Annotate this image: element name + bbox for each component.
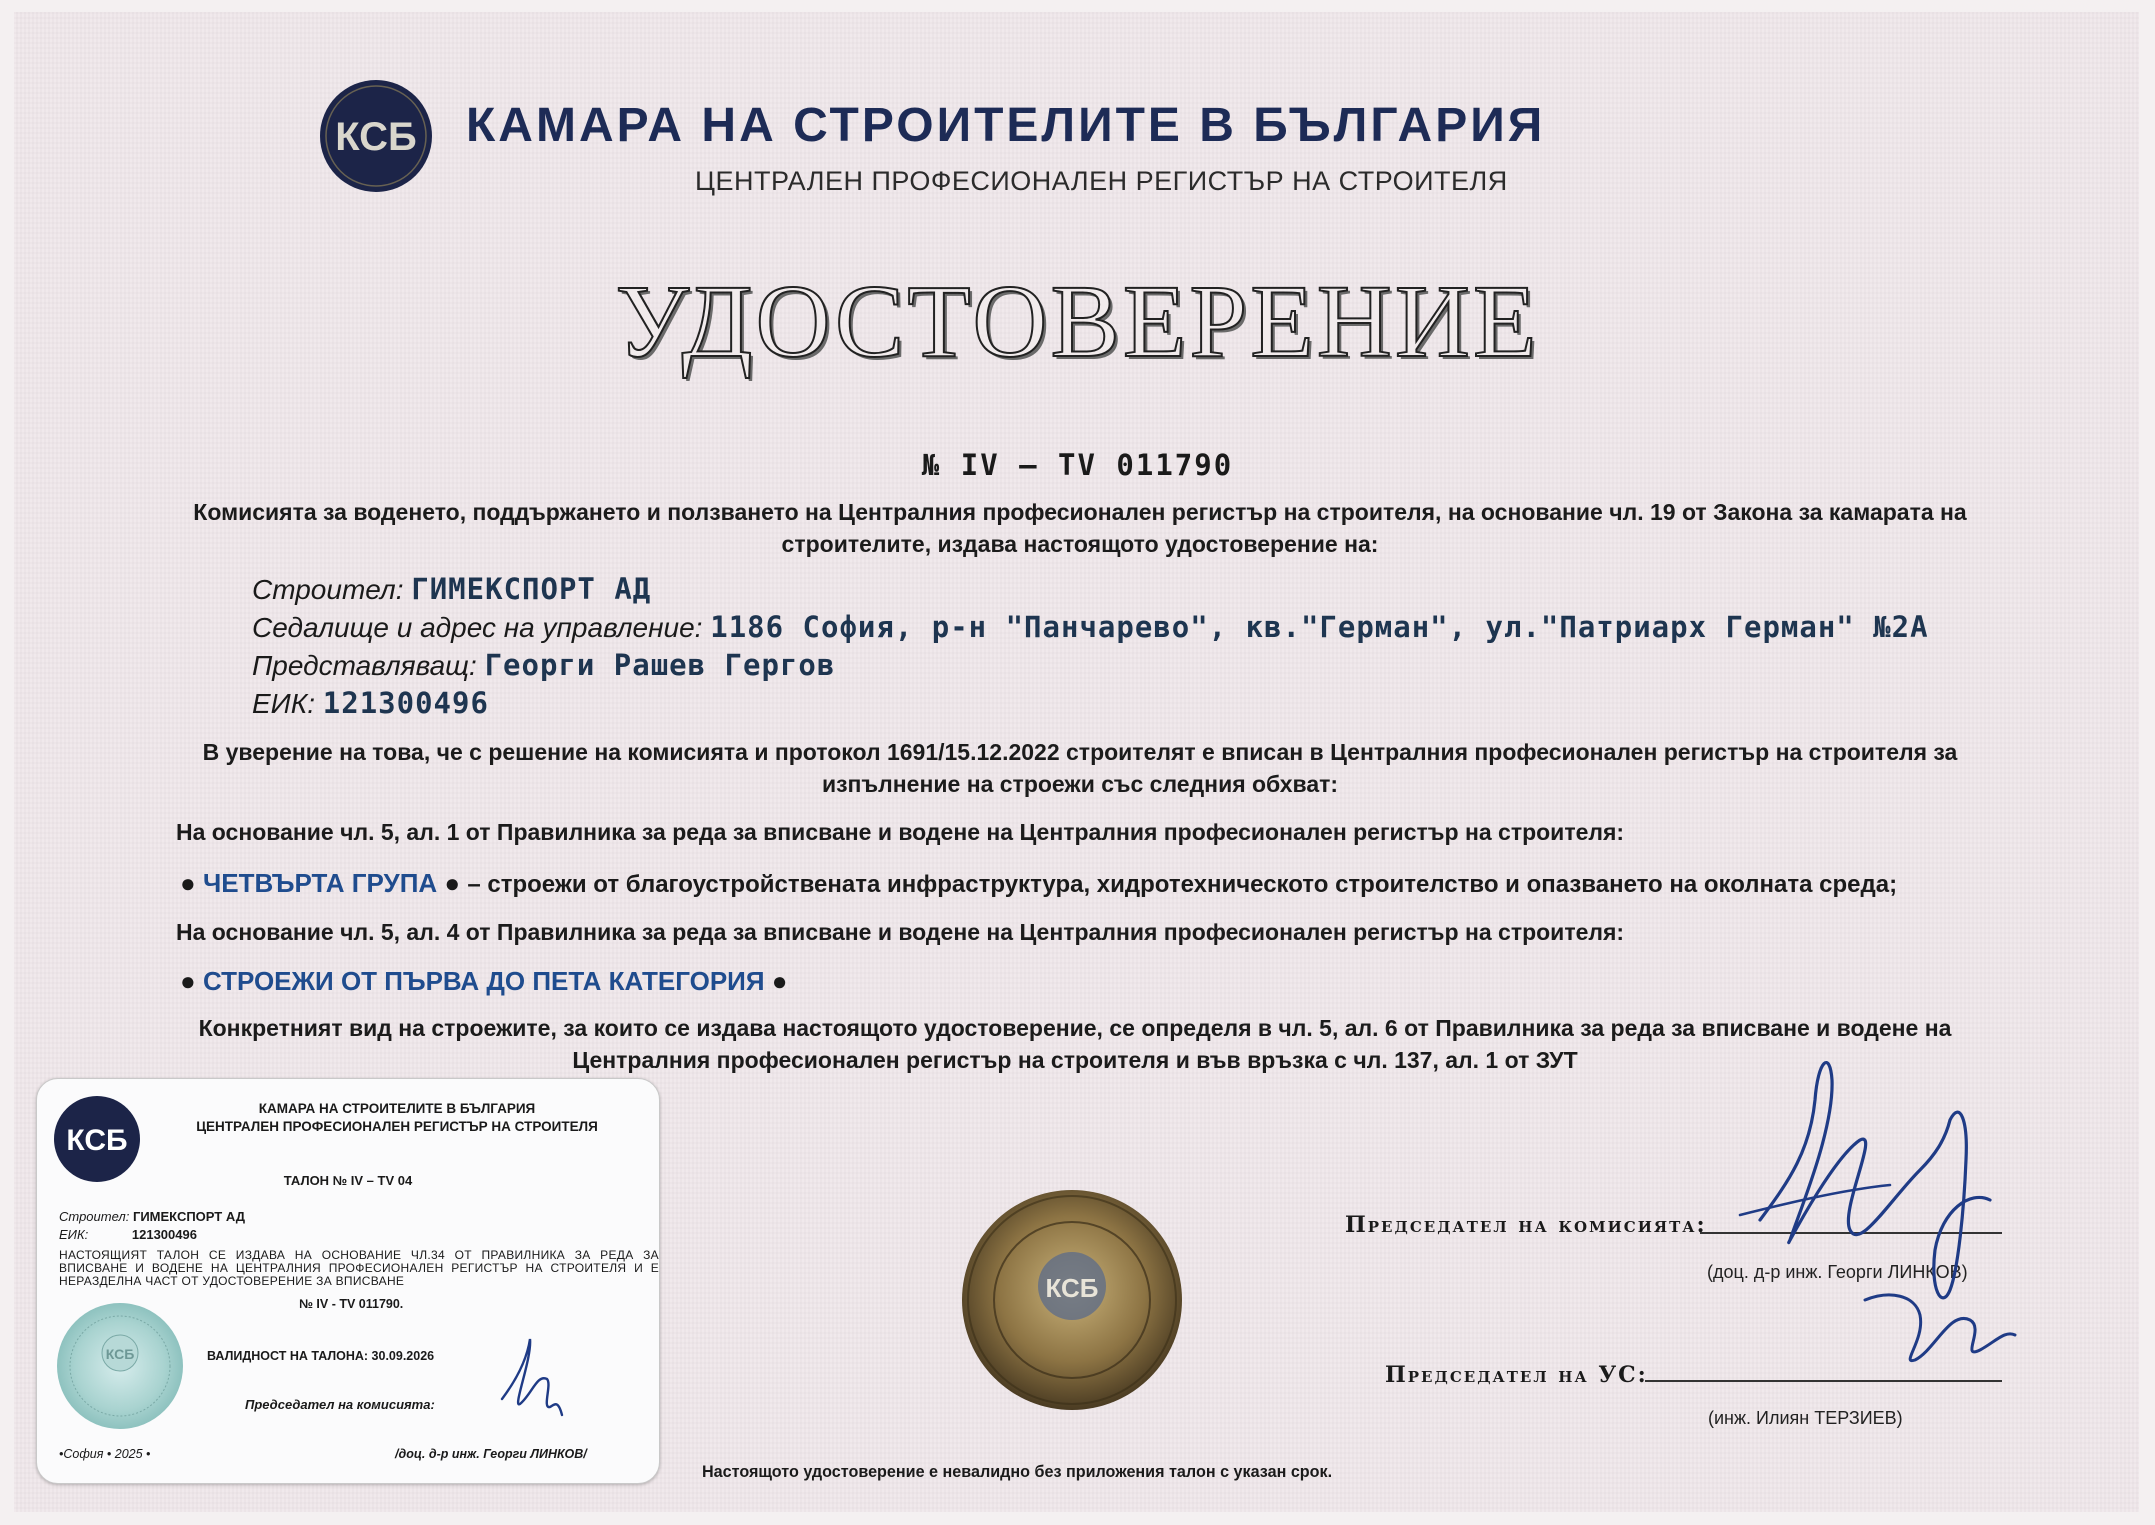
svg-text:КСБ: КСБ [105,1346,135,1362]
document-title: УДОСТОВЕРЕНИЕ [615,264,1540,379]
talon-org-name: КАМАРА НА СТРОИТЕЛИТЕ В БЪЛГАРИЯ [258,1101,536,1116]
talon-validity: ВАЛИДНОСТ НА ТАЛОНА: 30.09.2026 [207,1349,435,1363]
talon-builder-field [59,1209,245,1224]
commission-chair-label: Председател на комисията: [1345,1212,1707,1238]
representative-label: Представляващ: [252,650,477,681]
basis-article-5-1: На основание чл. 5, ал. 1 от Правилника за реда за вписване и водене на Централния професионален регистър на строителя: [176,819,1625,845]
builder-name-field [252,572,651,606]
commission-chair-name: (доц. д-р инж. Георги ЛИНКОВ) [1707,1262,1968,1282]
registration-paragraph: В уверение на това, че с решение на комисията и протокол 1691/15.12.2022 строителят е вписан в Централния професионален регистър на строителя за изпълнение на строежи със следния обхват: [202,739,1958,797]
representative-field [252,648,835,682]
talon-eik-label: ЕИК: [59,1227,89,1242]
builder-name-label: Строител: [252,574,404,605]
gold-seal-icon [958,1186,1186,1414]
bullet-icon: ● [771,966,788,996]
category-line [180,966,788,997]
certificate-number: № IV – TV 011790 [921,448,1234,482]
group-name: ЧЕТВЪРТА ГРУПА [202,868,438,898]
talon-builder-label: Строител: [59,1209,130,1224]
talon-body-text: НАСТОЯЩИЯТ ТАЛОН СЕ ИЗДАВА НА ОСНОВАНИЕ ЧЛ.34 ОТ ПРАВИЛНИКА ЗА РЕДА ЗА ВПИСВАНЕ И ВОДЕНЕ НА ЦЕНТРАЛНИЯ ПРОФЕСИОНАЛЕН РЕГИСТЪР НА СТРОИТЕЛЯ И Е НЕРАЗДЕЛНА ЧАСТ ОТ УДОСТОВЕРЕНИЕ ЗА ВПИСВАНЕ [59,1248,659,1288]
signature-line [1645,1380,2002,1382]
eik-field [252,686,489,720]
talon-register-name: ЦЕНТРАЛЕН ПРОФЕСИОНАЛЕН РЕГИСТЪР НА СТРОИТЕЛЯ [196,1119,598,1134]
scope-note: Конкретният вид на строежите, за които се издава настоящото удостоверение, се определя в чл. 5, ал. 6 от Правилника за реда за вписване и водене на Централния професионален регистър на строителя и във връзка с чл. 137, ал. 1 от ЗУТ [198,1015,1952,1073]
category-name: СТРОЕЖИ ОТ ПЪРВА ДО ПЕТА КАТЕГОРИЯ [202,966,765,996]
intro-paragraph: Комисията за воденето, поддържането и ползването на Централния професионален регистър на строителя, на основание чл. 19 от Закона за камарата на строителите, издава настоящото удостоверение на: [193,499,1967,557]
representative-value: Георги Рашев Гергов [484,648,836,682]
svg-text:КСБ: КСБ [1045,1273,1099,1303]
eik-value: 121300496 [322,686,489,720]
talon-eik-field [59,1227,197,1242]
svg-text:КСБ: КСБ [66,1124,128,1157]
talon-eik-value: 121300496 [131,1227,197,1242]
handwritten-signature-icon [1860,1270,2020,1380]
handwritten-signature-icon [492,1329,572,1429]
address-field [252,610,1929,644]
register-name: ЦЕНТРАЛЕН ПРОФЕСИОНАЛЕН РЕГИСТЪР НА СТРОИТЕЛЯ [695,166,1508,196]
basis-article-5-4: На основание чл. 5, ал. 4 от Правилника за реда за вписване и водене на Централния професионален регистър на строителя: [176,919,1625,945]
talon-builder-value: ГИМЕКСПОРТ АД [132,1209,245,1224]
bullet-icon: ● [180,868,196,898]
talon-card [36,1078,660,1484]
group-line [180,868,1897,899]
ksb-logo [318,78,434,194]
talon-signer-name: /доц. д-р инж. Георги ЛИНКОВ/ [395,1447,587,1461]
talon-signer-label: Председател на комисията: [245,1397,435,1412]
eik-label: ЕИК: [252,688,315,719]
footer-note: Настоящото удостоверение е невалидно без приложения талон с указан срок. [702,1462,1333,1481]
talon-number: ТАЛОН № IV – TV 04 [283,1173,413,1188]
address-label: Седалище и адрес на управление: [252,612,703,643]
group-description: – строежи от благоустройствената инфраструктура, хидротехническото строителство и опазването на околната среда; [467,871,1898,898]
talon-city-year: •София • 2025 • [59,1447,151,1461]
board-chair-name: (инж. Илиян ТЕРЗИЕВ) [1708,1408,1903,1428]
hologram-seal-icon [55,1301,185,1431]
svg-text:КСБ: КСБ [335,115,417,159]
ksb-logo [53,1095,141,1183]
bullet-icon: ● [444,868,461,898]
builder-name-value: ГИМЕКСПОРТ АД [411,572,652,606]
org-name: КАМАРА НА СТРОИТЕЛИТЕ В БЪЛГАРИЯ [466,99,1546,152]
address-value: 1186 София, р-н "Панчарево", кв."Герман", ул."Патриарх Герман" №2А [710,610,1929,644]
talon-certificate-ref: № IV - TV 011790. [299,1297,404,1311]
bullet-icon: ● [180,966,196,996]
board-chair-label: Председател на УС: [1385,1362,1648,1388]
